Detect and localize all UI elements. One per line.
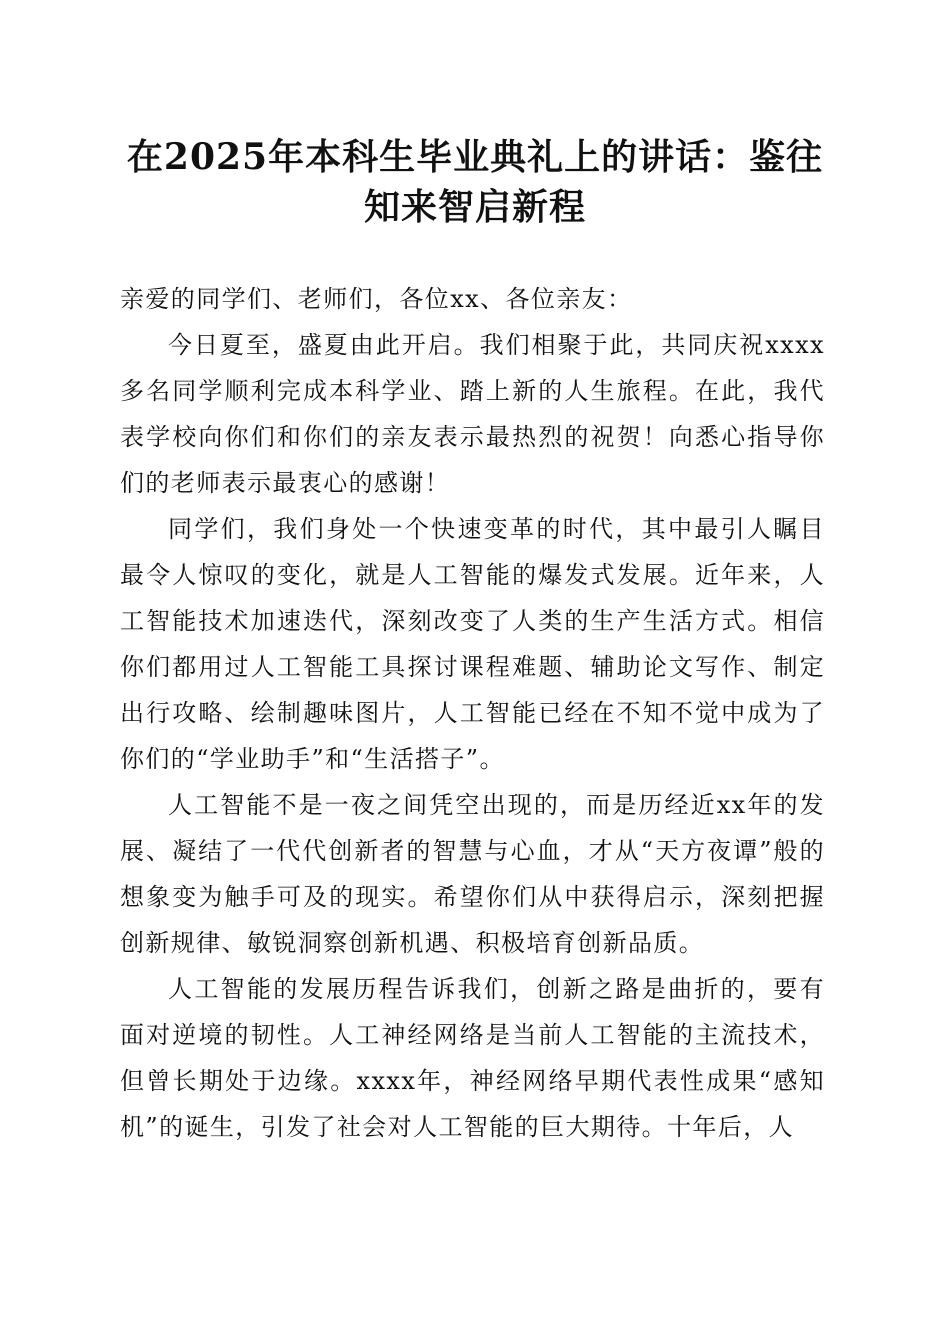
paragraph: 今日夏至，盛夏由此开启。我们相聚于此，共同庆祝xxxx多名同学顺利完成本科学业、踏上新的人生旅程。在此，我代表学校向你们和你们的亲友表示最热烈的祝贺！向悉心指导你们的老师表示最衷心的感谢！	[120, 331, 825, 497]
salutation: 亲爱的同学们、老师们，各位xx、各位亲友：	[120, 285, 633, 313]
document-title: 在2025年本科生毕业典礼上的讲话：鉴往知来智启新程	[126, 136, 824, 228]
paragraph: 人工智能不是一夜之间凭空出现的，而是历经近xx年的发展、凝结了一代代创新者的智慧与心血，才从“天方夜谭”般的想象变为触手可及的现实。希望你们从中获得启示，深刻把握创新规律、敏锐洞察创新机遇、积极培育创新品质。	[120, 791, 825, 957]
document-body	[120, 276, 825, 1150]
paragraph: 人工智能的发展历程告诉我们，创新之路是曲折的，要有面对逆境的韧性。人工神经网络是当前人工智能的主流技术，但曾长期处于边缘。xxxx年，神经网络早期代表性成果“感知机”的诞生，引发了社会对人工智能的巨大期待。十年后，人	[120, 975, 825, 1141]
paragraph: 同学们，我们身处一个快速变革的时代，其中最引人瞩目最令人惊叹的变化，就是人工智能的爆发式发展。近年来，人工智能技术加速迭代，深刻改变了人类的生产生活方式。相信你们都用过人工智能工具探讨课程难题、辅助论文写作、制定出行攻略、绘制趣味图片，人工智能已经在不知不觉中成为了你们的“学业助手”和“生活搭子”。	[120, 515, 825, 773]
